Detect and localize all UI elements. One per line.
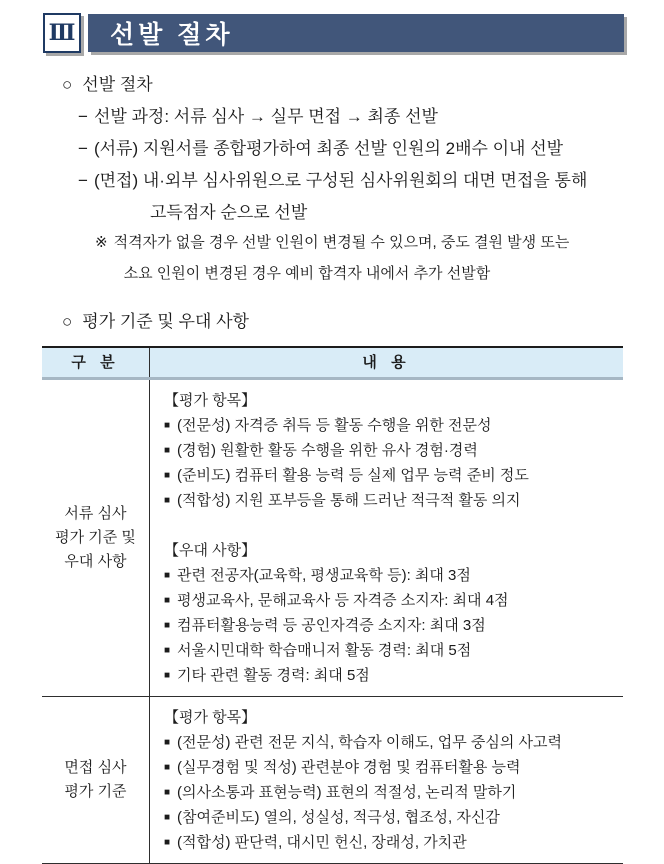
table-row bbox=[42, 380, 623, 697]
footnote-text bbox=[114, 233, 570, 284]
bullet-text: (참여준비도) 열의, 성실성, 적극성, 협조성, 자신감 bbox=[177, 809, 500, 826]
circle-bullet-icon: ○ bbox=[62, 75, 73, 94]
list-item-continuation: 고득점자 순으로 선발 bbox=[150, 203, 308, 222]
square-bullet-icon: ■ bbox=[164, 495, 171, 506]
section-banner bbox=[43, 13, 664, 53]
square-bullet-icon: ■ bbox=[164, 570, 171, 581]
bullet-text: (적합성) 지원 포부등을 통해 드러난 적극적 활동 의지 bbox=[177, 492, 521, 509]
bullet-text: 관련 전공자(교육학, 평생교육학 등): 최대 3점 bbox=[177, 567, 471, 584]
bullet-item bbox=[164, 780, 617, 805]
section2-title: 평가 기준 및 우대 사항 bbox=[82, 312, 249, 331]
bullet-item bbox=[164, 805, 617, 830]
category-line: 면접 심사 bbox=[64, 759, 127, 776]
table-row bbox=[42, 697, 623, 863]
list-item bbox=[78, 170, 664, 191]
roman-numeral-iii: Ⅲ bbox=[48, 20, 76, 45]
bullet-item bbox=[164, 588, 617, 613]
bullet-text: (실무경험 및 적성) 관련분야 경험 및 컴퓨터활용 능력 bbox=[177, 759, 521, 776]
content-cell-document-screening bbox=[150, 380, 623, 696]
evaluation-criteria-table bbox=[42, 346, 623, 864]
square-bullet-icon: ■ bbox=[164, 812, 171, 823]
circle-bullet-icon: ○ bbox=[62, 312, 73, 331]
bullet-item bbox=[164, 755, 617, 780]
section1-title-row bbox=[62, 74, 664, 95]
column-header-category: 구 분 bbox=[42, 348, 150, 377]
bullet-item bbox=[164, 463, 617, 488]
bullet-item bbox=[164, 730, 617, 755]
footnote bbox=[95, 233, 664, 284]
bullet-item bbox=[164, 413, 617, 438]
dash-icon: − bbox=[78, 107, 88, 126]
bullet-item bbox=[164, 613, 617, 638]
bullet-item bbox=[164, 663, 617, 688]
block-heading: 【평가 항목】 bbox=[164, 709, 257, 726]
square-bullet-icon: ■ bbox=[164, 837, 171, 848]
bullet-text: (적합성) 판단력, 대시민 헌신, 장래성, 가치관 bbox=[177, 834, 467, 851]
square-bullet-icon: ■ bbox=[164, 645, 171, 656]
column-header-content: 내 용 bbox=[362, 354, 411, 371]
page-title: 선발 절차 bbox=[110, 21, 234, 49]
bullet-text: 평생교육사, 문해교육사 등 자격증 소지자: 최대 4점 bbox=[177, 592, 509, 609]
bullet-item bbox=[164, 830, 617, 855]
bullet-item bbox=[164, 638, 617, 663]
square-bullet-icon: ■ bbox=[164, 787, 171, 798]
dash-icon: − bbox=[78, 171, 88, 190]
bullet-text: (의사소통과 표현능력) 표현의 적절성, 논리적 말하기 bbox=[177, 784, 517, 801]
category-line: 우대 사항 bbox=[64, 553, 127, 570]
dash-icon: − bbox=[78, 139, 88, 158]
bullet-text: (전문성) 자격증 취득 등 활동 수행을 위한 전문성 bbox=[177, 417, 492, 434]
bonus-items-block bbox=[164, 538, 617, 688]
square-bullet-icon: ■ bbox=[164, 420, 171, 431]
bullet-item bbox=[164, 488, 617, 513]
category-line: 평가 기준 및 bbox=[55, 529, 136, 546]
bullet-text: (준비도) 컴퓨터 활용 능력 등 실제 업무 능력 준비 정도 bbox=[177, 467, 529, 484]
block-heading: 【평가 항목】 bbox=[164, 392, 257, 409]
square-bullet-icon: ■ bbox=[164, 445, 171, 456]
square-bullet-icon: ■ bbox=[164, 595, 171, 606]
section1-title: 선발 절차 bbox=[82, 75, 153, 94]
footnote-line1: 적격자가 없을 경우 선발 인원이 변경될 수 있으며, 중도 결원 발생 또는 bbox=[113, 234, 570, 251]
list-item bbox=[78, 106, 664, 127]
square-bullet-icon: ■ bbox=[164, 620, 171, 631]
eval-items-block bbox=[164, 705, 617, 855]
category-cell-document-screening bbox=[42, 380, 150, 696]
roman-numeral-box bbox=[43, 13, 81, 53]
list-item-text: 선발 과정: 서류 심사 → 실무 면접 → 최종 선발 bbox=[93, 107, 438, 126]
bullet-text: 컴퓨터활용능력 등 공인자격증 소지자: 최대 3점 bbox=[177, 617, 486, 634]
category-line: 평가 기준 bbox=[64, 783, 127, 800]
square-bullet-icon: ■ bbox=[164, 762, 171, 773]
table-header-row bbox=[42, 348, 623, 380]
bullet-text: (전문성) 관련 전문 지식, 학습자 이해도, 업무 중심의 사고력 bbox=[177, 734, 562, 751]
section2-title-row bbox=[62, 311, 664, 332]
content-cell-interview bbox=[150, 697, 623, 863]
square-bullet-icon: ■ bbox=[164, 470, 171, 481]
eval-items-block bbox=[164, 388, 617, 513]
bullet-item bbox=[164, 563, 617, 588]
bullet-text: 기타 관련 활동 경력: 최대 5점 bbox=[177, 667, 370, 684]
list-item-text: (서류) 지원서를 종합평가하여 최종 선발 인원의 2배수 이내 선발 bbox=[93, 139, 564, 158]
footnote-line2: 소요 인원이 변경된 경우 예비 합격자 내에서 추가 선발함 bbox=[123, 265, 491, 282]
list-item-text: (면접) 내·외부 심사위원으로 구성된 심사위원회의 대면 면접을 통해 bbox=[93, 171, 588, 190]
bullet-item bbox=[164, 438, 617, 463]
bullet-text: (경험) 원활한 활동 수행을 위한 유사 경험·경력 bbox=[177, 442, 478, 459]
category-line: 서류 심사 bbox=[64, 505, 127, 522]
bullet-text: 서울시민대학 학습매니저 활동 경력: 최대 5점 bbox=[177, 642, 472, 659]
reference-mark-icon: ※ bbox=[95, 234, 108, 251]
square-bullet-icon: ■ bbox=[164, 670, 171, 681]
category-cell-interview bbox=[42, 697, 150, 863]
banner-title-bar bbox=[88, 14, 624, 52]
document-body bbox=[0, 74, 664, 864]
list-item bbox=[78, 138, 664, 159]
square-bullet-icon: ■ bbox=[164, 737, 171, 748]
block-heading: 【우대 사항】 bbox=[164, 542, 257, 559]
